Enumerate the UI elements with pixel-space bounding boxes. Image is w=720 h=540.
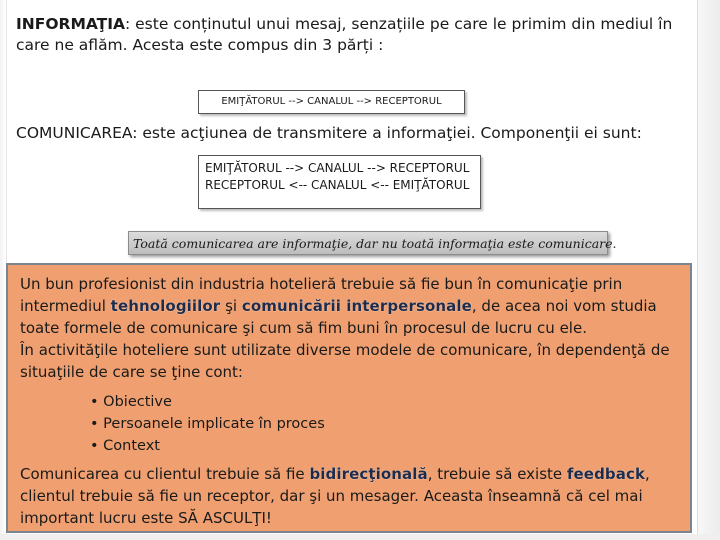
communication-term: COMUNICAREA: [16, 124, 133, 142]
communication-text: : este acţiunea de transmitere a informaţiei. Componenţii ei sunt:: [132, 124, 642, 142]
information-flow-text: EMIŢĂTORUL --> CANALUL --> RECEPTORUL: [221, 96, 442, 107]
information-definition: [16, 14, 696, 56]
panel-p1-text-c: , de acea noi vom studia toate formele de comunicare şi cum să fim buni în procesul de lucru cu ele.: [20, 297, 657, 337]
hotel-communication-panel: [6, 263, 692, 533]
communication-flow-box: [198, 155, 481, 209]
list-item: • Persoanele implicate în proces: [90, 413, 325, 435]
information-term: INFORMAŢIA: [16, 15, 125, 33]
highlight-technologies: tehnologiilor: [110, 297, 221, 315]
panel-p3-text-a: Comunicarea cu clientul trebuie să fie: [20, 465, 310, 483]
slide-frame-bottom: [0, 534, 720, 540]
panel-p1-text-a: Un bun profesionist din industria hotelieră trebuie să fie bun în comunicaţie prin intermediul: [20, 275, 623, 315]
information-text: : este conținutul unui mesaj, senzațiile pe care le primim din mediul în care ne aflăm. Acesta este compus din 3 părți :: [16, 15, 673, 54]
slide-frame-right: [697, 0, 720, 540]
factors-list: [90, 391, 325, 457]
quote-box: [128, 231, 617, 255]
panel-p3-text-b: , trebuie să existe: [427, 465, 567, 483]
panel-p3-text-c: , clientul trebuie să fie un receptor, dar şi un mesager. Aceasta înseamnă că cel mai important lucru este SĂ ASCULŢI!: [20, 465, 650, 527]
panel-paragraph-3: [20, 463, 685, 529]
communication-definition: [16, 123, 696, 144]
quote-text: Toată comunicarea are informaţie, dar nu toată informaţia este comunicare.: [133, 236, 617, 251]
highlight-interpersonal: comunicării interpersonale: [241, 297, 472, 315]
panel-p1-text-b: şi: [220, 297, 242, 315]
communication-flow-line-1: EMIŢĂTORUL --> CANALUL --> RECEPTORUL: [205, 161, 470, 175]
highlight-feedback: feedback: [566, 465, 646, 483]
communication-flow-line-2: RECEPTORUL <-- CANALUL <-- EMIŢĂTORUL: [205, 178, 470, 192]
panel-paragraph-1: [20, 273, 685, 383]
list-item: • Context: [90, 435, 325, 457]
list-item: • Obiective: [90, 391, 325, 413]
information-flow-box: [198, 90, 465, 114]
panel-paragraph-2: În activităţile hoteliere sunt utilizate diverse modele de comunicare, în dependenţă de situaţiile de care se ţine cont:: [20, 341, 670, 381]
highlight-bidirectional: bidirecţională: [309, 465, 428, 483]
